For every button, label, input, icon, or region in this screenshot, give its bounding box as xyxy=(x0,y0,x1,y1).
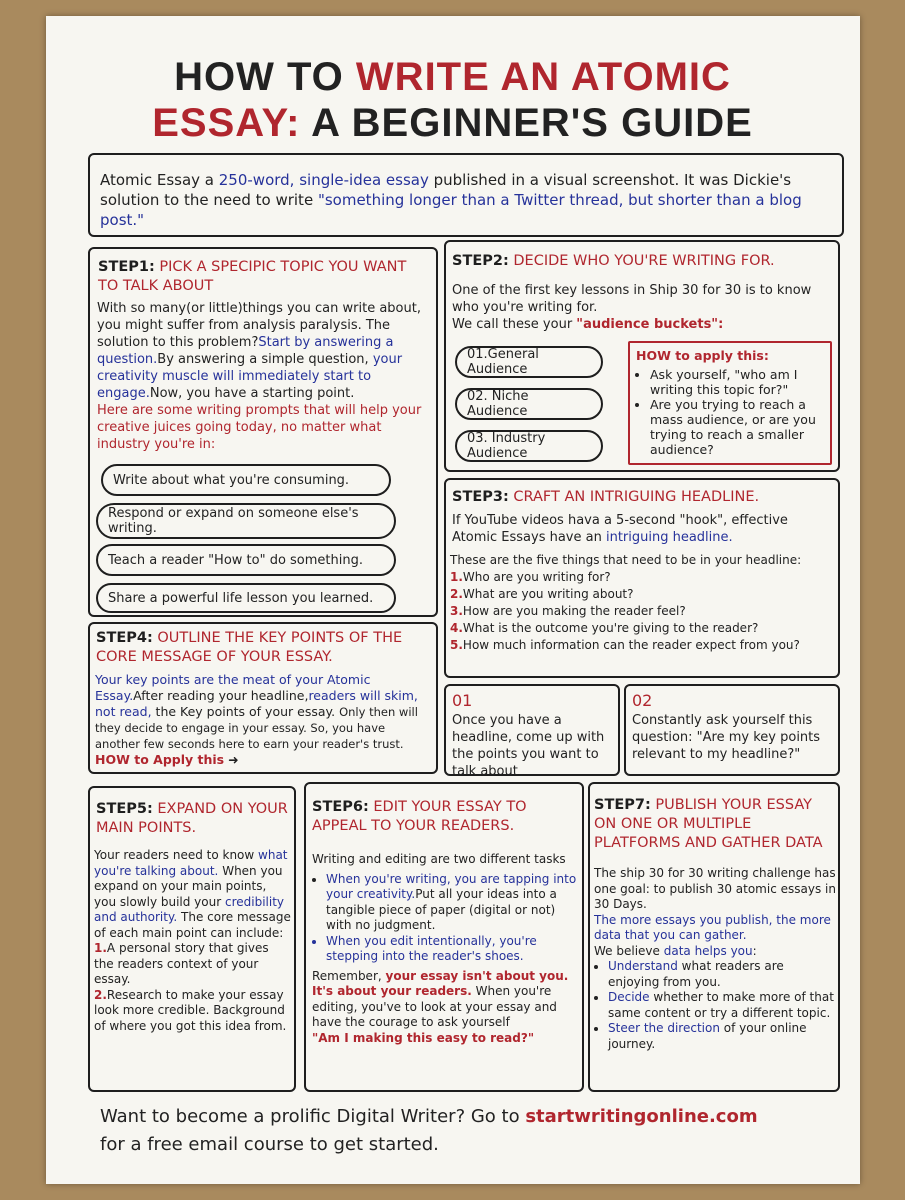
prompt-2: Respond or expand on someone else's writing. xyxy=(96,503,396,539)
step2-body: One of the first key lessons in Ship 30 for 30 is to know who you're writing for. We call these your "audience buckets": xyxy=(452,283,812,332)
prompt-1: Write about what you're consuming. xyxy=(101,464,391,496)
step6-heading: STEP6: EDIT YOUR ESSAY TO APPEAL TO YOUR READERS. xyxy=(312,799,527,834)
step7-heading: STEP7: PUBLISH YOUR ESSAY ON ONE OR MULTIPLE PLATFORMS AND GATHER DATA xyxy=(594,797,823,851)
apply01: 01 Once you have a headline, come up with the points you want to talk about xyxy=(452,691,605,779)
prompt-3: Teach a reader "How to" do something. xyxy=(96,544,396,576)
bucket-general: 01.General Audience xyxy=(455,346,603,378)
step7-body: The ship 30 for 30 writing challenge has one goal: to publish 30 atomic essays in 30 Days. The more essays you publish, the more data that you can gather. We believe data helps you: • Understand what readers are enjoying from you. • Decide whether to make more of that same content or try a different topic. • Steer the direction of your online journey. xyxy=(594,866,836,1052)
step6-body: Writing and editing are two different tasks • When you're writing, you are tapping into your creativity.Put all your ideas into a tangible piece of paper (digital or not) with no judgment. • When you edit intentionally, you're stepping into the reader's shoes. Remember, your essay isn't about you. It's about your readers. When you're editing, you've to look at your essay and have the courage to ask yourself "Am I making this easy to read?" xyxy=(312,852,580,1046)
step4-heading: STEP4: OUTLINE THE KEY POINTS OF THE CORE MESSAGE OF YOUR ESSAY. xyxy=(96,630,403,665)
bucket-niche: 02. Niche Audience xyxy=(455,388,603,420)
step3-list: These are the five things that need to be in your headline: 1.Who are you writing for? 2.What are you writing about? 3.How are you making the reader feel? 4.What is the outcome you're giving to the reader? 5.How much information can the reader expect from you? xyxy=(450,553,802,652)
step1-body: With so many(or little)things you can write about, you might suffer from analysis paralysis. The solution to this problem?Start by answering a question.By answering a simple question, your creativity muscle will immediately start to engage.Now, you have a starting point. Here are some writing prompts that will help your creative juices going today, no matter what industry you're in: xyxy=(97,301,422,452)
apply02: 02 Constantly ask yourself this question: "Are my key points relevant to my headline?" xyxy=(632,691,821,762)
footer-link[interactable]: startwritingonline.com xyxy=(525,1106,758,1127)
step4-body: Your key points are the meat of your Atomic Essay.After reading your headline,readers will skim, not read, the Key points of your essay. Only then will they decide to engage in your essay. So, you have another few seconds here to earn your reader's trust. HOW to Apply this ➜ xyxy=(95,672,418,767)
prompt-4: Share a powerful life lesson you learned. xyxy=(96,583,396,613)
intro-text: Atomic Essay a 250-word, single-idea essay published in a visual screenshot. It was Dickie's solution to the need to write "something longer than a Twitter thread, but shorter than a blog post." xyxy=(100,171,802,229)
bucket-industry: 03. Industry Audience xyxy=(455,430,603,462)
footer-text: Want to become a prolific Digital Writer? Go to startwritingonline.com for a free email course to get started. xyxy=(100,1106,758,1155)
step5-heading: STEP5: EXPAND ON YOUR MAIN POINTS. xyxy=(96,801,288,836)
step2-heading: STEP2: DECIDE WHO YOU'RE WRITING FOR. xyxy=(452,253,775,269)
title-line-1: HOW TO WRITE AN ATOMIC xyxy=(174,55,731,99)
step5-body: Your readers need to know what you're talking about. When you expand on your main points, you slowly build your credibility and authority. The core message of each main point can include: 1.A personal story that gives the readers context of your essay. 2.Research to make your essay look more credible. Background of where you got this idea from. xyxy=(94,848,291,1033)
step1-heading: STEP1: PICK A SPECIPIC TOPIC YOU WANT TO TALK ABOUT xyxy=(98,259,407,294)
title-line-2: ESSAY: A BEGINNER'S GUIDE xyxy=(152,101,753,145)
arrow-icon: ➜ xyxy=(224,752,239,767)
step3-heading: STEP3: CRAFT AN INTRIGUING HEADLINE. xyxy=(452,489,760,505)
apply-content: HOW to apply this: • Ask yourself, "who am I writing this topic for?" • Are you trying to reach a mass audience, or are you trying to reach a smaller audience? xyxy=(636,348,826,457)
step3-body: If YouTube videos hava a 5-second "hook", effective Atomic Essays have an intriguing headline. xyxy=(452,513,788,545)
